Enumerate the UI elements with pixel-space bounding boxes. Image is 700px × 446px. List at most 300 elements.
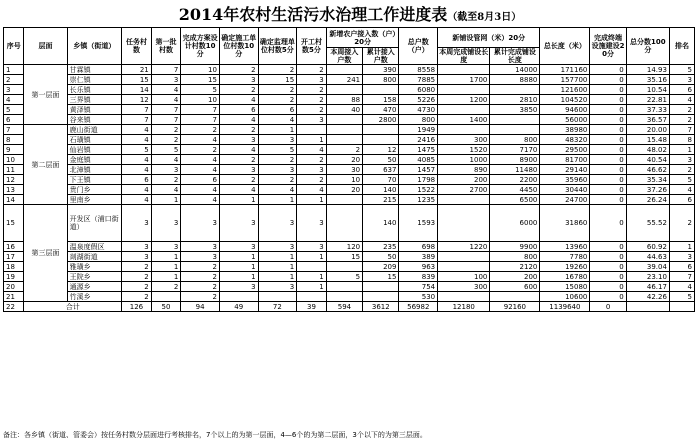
total-score — [626, 302, 669, 312]
header-unit: 确定施工单位村数10分 — [219, 28, 258, 65]
cell-town: 雅璜乡 — [67, 262, 122, 272]
cell-started: 1 — [297, 195, 327, 205]
cell-task: 4 — [122, 155, 152, 165]
cell-np-cum: 6000 — [490, 205, 540, 242]
table-row — [4, 252, 695, 262]
cell-nh-cum: 50 — [363, 155, 399, 165]
cell-batch1: 2 — [151, 175, 181, 185]
cell-score: 36.57 — [626, 115, 669, 125]
cell-design: 2 — [181, 145, 220, 155]
cell-np-cum — [490, 85, 540, 95]
cell-started: 2 — [297, 155, 327, 165]
report-title — [0, 5, 700, 28]
cell-score: 10.54 — [626, 85, 669, 95]
cell-np-week — [438, 205, 490, 242]
cell-np-week: 1520 — [438, 145, 490, 155]
cell-seq: 13 — [4, 185, 24, 195]
cell-np-cum: 7170 — [490, 145, 540, 155]
cell-task: 4 — [122, 165, 152, 175]
cell-batch1: 2 — [151, 125, 181, 135]
cell-facilities: 0 — [590, 95, 626, 105]
cell-facilities: 0 — [590, 252, 626, 262]
cell-nh-week: 2 — [326, 145, 362, 155]
cell-started: 1 — [297, 252, 327, 262]
cell-batch1: 4 — [151, 155, 181, 165]
cell-town: 开发区（浦口街道） — [67, 205, 122, 242]
cell-design: 2 — [181, 292, 220, 302]
cell-started: 3 — [297, 115, 327, 125]
cell-seq: 15 — [4, 205, 24, 242]
cell-seq: 11 — [4, 165, 24, 175]
cell-town: 通源乡 — [67, 282, 122, 292]
cell-total-households: 754 — [399, 282, 438, 292]
cell-design: 4 — [181, 135, 220, 145]
cell-task: 2 — [122, 272, 152, 282]
cell-rank: 6 — [669, 262, 694, 272]
cell-nh-week — [326, 65, 362, 75]
cell-score: 35.16 — [626, 75, 669, 85]
cell-nh-week — [326, 115, 362, 125]
cell-rank: 4 — [669, 95, 694, 105]
cell-task: 14 — [122, 85, 152, 95]
cell-unit: 3 — [219, 242, 258, 252]
cell-total-length: 104520 — [540, 95, 590, 105]
table-row — [4, 292, 695, 302]
cell-nh-cum — [363, 125, 399, 135]
cell-design: 5 — [181, 85, 220, 95]
cell-seq: 18 — [4, 262, 24, 272]
cell-seq: 5 — [4, 105, 24, 115]
cell-rank: 5 — [669, 65, 694, 75]
cell-batch1: 1 — [151, 272, 181, 282]
cell-facilities: 0 — [590, 155, 626, 165]
cell-np-week — [438, 292, 490, 302]
cell-total-households: 800 — [399, 115, 438, 125]
total-design: 94 — [181, 302, 220, 312]
cell-nh-cum: 235 — [363, 242, 399, 252]
cell-unit: 6 — [219, 105, 258, 115]
cell-total-length: 29500 — [540, 145, 590, 155]
cell-task: 7 — [122, 105, 152, 115]
cell-batch1: 4 — [151, 85, 181, 95]
table-row — [4, 145, 695, 155]
cell-nh-week: 20 — [326, 185, 362, 195]
cell-supervision: 6 — [258, 105, 297, 115]
cell-facilities: 0 — [590, 145, 626, 155]
cell-total-households: 1798 — [399, 175, 438, 185]
cell-town: 王院乡 — [67, 272, 122, 282]
cell-started: 3 — [297, 75, 327, 85]
cell-np-cum: 800 — [490, 135, 540, 145]
cell-np-week — [438, 195, 490, 205]
cell-np-week — [438, 262, 490, 272]
cell-rank: 3 — [669, 75, 694, 85]
cell-started: 2 — [297, 95, 327, 105]
cell-nh-cum: 70 — [363, 175, 399, 185]
cell-nh-cum: 15 — [363, 272, 399, 282]
cell-nh-week: 120 — [326, 242, 362, 252]
cell-facilities: 0 — [590, 75, 626, 85]
cell-supervision: 5 — [258, 145, 297, 155]
cell-np-week — [438, 252, 490, 262]
cell-design: 4 — [181, 165, 220, 175]
cell-rank: 7 — [669, 272, 694, 282]
cell-batch1 — [151, 292, 181, 302]
cell-supervision — [258, 292, 297, 302]
cell-rank: 5 — [669, 175, 694, 185]
cell-town: 谷来镇 — [67, 115, 122, 125]
cell-town: 仙岩镇 — [67, 145, 122, 155]
cell-unit: 2 — [219, 85, 258, 95]
cell-unit: 2 — [219, 155, 258, 165]
cell-score: 46.62 — [626, 165, 669, 175]
cell-total-households: 4085 — [399, 155, 438, 165]
cell-total-households: 6080 — [399, 85, 438, 95]
header-nh-week: 本周接入户数 — [326, 48, 362, 65]
cell-seq: 4 — [4, 95, 24, 105]
cell-nh-week — [326, 262, 362, 272]
cell-total-length: 38980 — [540, 125, 590, 135]
cell-score: 20.00 — [626, 125, 669, 135]
cell-total-length: 30440 — [540, 185, 590, 195]
cell-design: 2 — [181, 125, 220, 135]
cell-total-households: 389 — [399, 252, 438, 262]
cell-facilities: 0 — [590, 195, 626, 205]
cell-facilities: 0 — [590, 205, 626, 242]
cell-started: 3 — [297, 165, 327, 175]
cell-rank: 2 — [669, 205, 694, 242]
cell-facilities: 0 — [590, 115, 626, 125]
cell-facilities: 0 — [590, 175, 626, 185]
cell-started — [297, 292, 327, 302]
cell-started — [297, 125, 327, 135]
header-np-cum: 累计完成铺设长度 — [490, 48, 540, 65]
cell-unit: 3 — [219, 135, 258, 145]
cell-seq: 17 — [4, 252, 24, 262]
cell-total-length: 81700 — [540, 155, 590, 165]
cell-total-length: 24700 — [540, 195, 590, 205]
cell-unit: 3 — [219, 75, 258, 85]
report-title-date: （截至8月3日） — [447, 12, 522, 23]
cell-rank: 8 — [669, 135, 694, 145]
cell-supervision: 2 — [258, 155, 297, 165]
cell-score: 37.33 — [626, 105, 669, 115]
header-new-pipe: 新铺设管网（米）20分 — [438, 28, 540, 48]
cell-task: 12 — [122, 95, 152, 105]
cell-nh-week — [326, 135, 362, 145]
table-body — [4, 65, 695, 302]
cell-rank: 4 — [669, 185, 694, 195]
cell-unit: 3 — [219, 282, 258, 292]
cell-total-length: 10600 — [540, 292, 590, 302]
cell-design: 4 — [181, 185, 220, 195]
cell-total-length: 15080 — [540, 282, 590, 292]
cell-np-cum: 200 — [490, 272, 540, 282]
cell-design: 10 — [181, 65, 220, 75]
total-batch1: 50 — [151, 302, 181, 312]
cell-score: 14.93 — [626, 65, 669, 75]
cell-batch1: 4 — [151, 185, 181, 195]
header-new-households: 新增农户接入数（户）20分 — [326, 28, 399, 48]
header-nh-cum: 累计接入户数 — [363, 48, 399, 65]
cell-task: 3 — [122, 252, 152, 262]
cell-total-households: 839 — [399, 272, 438, 282]
total-task: 126 — [122, 302, 152, 312]
cell-nh-week: 88 — [326, 95, 362, 105]
cell-score: 40.54 — [626, 155, 669, 165]
cell-unit: 2 — [219, 65, 258, 75]
cell-rank: 1 — [669, 242, 694, 252]
cell-unit: 4 — [219, 145, 258, 155]
cell-town: 下王镇 — [67, 175, 122, 185]
cell-task: 15 — [122, 75, 152, 85]
cell-nh-week: 10 — [326, 175, 362, 185]
cell-town: 竹溪乡 — [67, 292, 122, 302]
cell-facilities: 0 — [590, 282, 626, 292]
cell-started: 4 — [297, 185, 327, 195]
cell-town: 石璜镇 — [67, 135, 122, 145]
cell-nh-week: 15 — [326, 252, 362, 262]
cell-total-length: 16780 — [540, 272, 590, 282]
table-row — [4, 185, 695, 195]
total-row — [4, 302, 695, 312]
cell-total-length: 94600 — [540, 105, 590, 115]
cell-total-length: 171160 — [540, 65, 590, 75]
cell-facilities: 0 — [590, 105, 626, 115]
cell-score: 35.34 — [626, 175, 669, 185]
cell-total-households: 4730 — [399, 105, 438, 115]
total-length: 1139640 — [540, 302, 590, 312]
cell-design: 4 — [181, 155, 220, 165]
cell-np-week: 1000 — [438, 155, 490, 165]
cell-task: 4 — [122, 135, 152, 145]
cell-np-cum — [490, 292, 540, 302]
cell-nh-week — [326, 195, 362, 205]
cell-rank: 1 — [669, 145, 694, 155]
cell-supervision: 3 — [258, 205, 297, 242]
cell-town: 崇仁镇 — [67, 75, 122, 85]
cell-np-week — [438, 85, 490, 95]
cell-layer: 第三层面 — [24, 205, 67, 302]
cell-np-cum — [490, 125, 540, 135]
cell-supervision: 4 — [258, 115, 297, 125]
cell-batch1: 3 — [151, 165, 181, 175]
cell-total-households: 963 — [399, 262, 438, 272]
cell-total-households: 1235 — [399, 195, 438, 205]
cell-unit — [219, 292, 258, 302]
cell-score: 55.52 — [626, 205, 669, 242]
cell-rank: 6 — [669, 85, 694, 95]
cell-np-cum: 14000 — [490, 65, 540, 75]
cell-seq: 2 — [4, 75, 24, 85]
cell-np-cum: 800 — [490, 252, 540, 262]
header-town: 乡镇（街道） — [67, 28, 122, 65]
cell-nh-cum: 800 — [363, 75, 399, 85]
cell-facilities: 0 — [590, 242, 626, 252]
cell-batch1: 7 — [151, 105, 181, 115]
cell-np-week: 200 — [438, 175, 490, 185]
cell-seq: 6 — [4, 115, 24, 125]
cell-supervision: 2 — [258, 85, 297, 95]
cell-started: 2 — [297, 105, 327, 115]
cell-layer: 第二层面 — [24, 125, 67, 205]
cell-unit: 4 — [219, 115, 258, 125]
cell-batch1: 3 — [151, 75, 181, 85]
report-title-main: 2014年农村生活污水治理工作进度表 — [178, 5, 448, 24]
header-total-length: 总长度（米） — [540, 28, 590, 65]
cell-design: 4 — [181, 195, 220, 205]
cell-design: 7 — [181, 115, 220, 125]
cell-supervision: 15 — [258, 75, 297, 85]
cell-town: 甘霖镇 — [67, 65, 122, 75]
cell-seq: 19 — [4, 272, 24, 282]
cell-task: 2 — [122, 282, 152, 292]
cell-total-households: 8558 — [399, 65, 438, 75]
cell-total-length: 13960 — [540, 242, 590, 252]
cell-score: 39.04 — [626, 262, 669, 272]
cell-np-cum: 11480 — [490, 165, 540, 175]
cell-total-length: 31860 — [540, 205, 590, 242]
cell-score: 26.24 — [626, 195, 669, 205]
cell-np-cum: 8900 — [490, 155, 540, 165]
cell-task: 21 — [122, 65, 152, 75]
cell-np-week: 300 — [438, 135, 490, 145]
table-row — [4, 75, 695, 85]
cell-supervision: 1 — [258, 195, 297, 205]
header-task: 任务村数 — [122, 28, 152, 65]
cell-town: 金庭镇 — [67, 155, 122, 165]
cell-unit: 2 — [219, 125, 258, 135]
cell-town: 黄泽镇 — [67, 105, 122, 115]
header-facilities: 完成终端设施建设20分 — [590, 28, 626, 65]
cell-seq: 10 — [4, 155, 24, 165]
cell-nh-week — [326, 125, 362, 135]
table-row — [4, 65, 695, 75]
cell-unit: 1 — [219, 252, 258, 262]
cell-total-length: 56000 — [540, 115, 590, 125]
cell-nh-cum: 209 — [363, 262, 399, 272]
total-nh-week: 594 — [326, 302, 362, 312]
cell-nh-cum: 390 — [363, 65, 399, 75]
cell-seq: 1 — [4, 65, 24, 75]
cell-nh-week: 20 — [326, 155, 362, 165]
cell-facilities: 0 — [590, 165, 626, 175]
cell-np-cum — [490, 115, 540, 125]
cell-unit: 1 — [219, 272, 258, 282]
header-rank: 排名 — [669, 28, 694, 65]
cell-facilities: 0 — [590, 185, 626, 195]
cell-unit: 3 — [219, 165, 258, 175]
cell-batch1: 1 — [151, 252, 181, 262]
cell-started: 2 — [297, 175, 327, 185]
cell-np-week — [438, 125, 490, 135]
cell-batch1: 3 — [151, 205, 181, 242]
cell-task: 2 — [122, 262, 152, 272]
cell-total-households: 5226 — [399, 95, 438, 105]
cell-nh-cum — [363, 85, 399, 95]
cell-facilities: 0 — [590, 292, 626, 302]
cell-supervision: 3 — [258, 135, 297, 145]
cell-np-week: 1220 — [438, 242, 490, 252]
header-score: 总分数100分 — [626, 28, 669, 65]
cell-supervision: 3 — [258, 242, 297, 252]
cell-started: 1 — [297, 272, 327, 282]
cell-supervision: 4 — [258, 185, 297, 195]
cell-total-length: 7780 — [540, 252, 590, 262]
cell-town: 三界镇 — [67, 95, 122, 105]
cell-np-cum: 3850 — [490, 105, 540, 115]
table-row — [4, 195, 695, 205]
cell-design: 7 — [181, 105, 220, 115]
cell-town: 长乐镇 — [67, 85, 122, 95]
cell-nh-cum: 158 — [363, 95, 399, 105]
total-seq: 22 — [4, 302, 24, 312]
cell-design: 10 — [181, 95, 220, 105]
cell-facilities: 0 — [590, 135, 626, 145]
cell-total-households: 1949 — [399, 125, 438, 135]
cell-nh-cum: 12 — [363, 145, 399, 155]
cell-nh-cum — [363, 292, 399, 302]
cell-np-cum: 8880 — [490, 75, 540, 85]
cell-design: 3 — [181, 252, 220, 262]
header-seq: 序号 — [4, 28, 24, 65]
cell-supervision: 3 — [258, 165, 297, 175]
total-np-week: 12180 — [438, 302, 490, 312]
cell-total-households: 1593 — [399, 205, 438, 242]
cell-rank: 2 — [669, 115, 694, 125]
cell-seq: 3 — [4, 85, 24, 95]
cell-started: 1 — [297, 282, 327, 292]
cell-design: 3 — [181, 242, 220, 252]
cell-task: 4 — [122, 125, 152, 135]
cell-np-week: 1200 — [438, 95, 490, 105]
cell-nh-cum — [363, 282, 399, 292]
cell-task: 7 — [122, 115, 152, 125]
cell-design: 6 — [181, 175, 220, 185]
cell-facilities: 0 — [590, 125, 626, 135]
cell-total-length: 35960 — [540, 175, 590, 185]
cell-total-households: 7885 — [399, 75, 438, 85]
cell-task: 4 — [122, 185, 152, 195]
cell-design: 2 — [181, 272, 220, 282]
cell-score: 37.26 — [626, 185, 669, 195]
cell-rank: 2 — [669, 105, 694, 115]
cell-task: 6 — [122, 175, 152, 185]
cell-supervision: 2 — [258, 65, 297, 75]
cell-unit: 4 — [219, 185, 258, 195]
cell-batch1: 4 — [151, 95, 181, 105]
cell-started: 2 — [297, 65, 327, 75]
cell-nh-week: 5 — [326, 272, 362, 282]
cell-total-length: 121600 — [540, 85, 590, 95]
cell-town: 剡湖街道 — [67, 252, 122, 262]
cell-total-households: 1522 — [399, 185, 438, 195]
cell-np-cum: 600 — [490, 282, 540, 292]
cell-town: 里南乡 — [67, 195, 122, 205]
total-started: 39 — [297, 302, 327, 312]
cell-np-cum: 4450 — [490, 185, 540, 195]
header-supervision: 确定监理单位村数5分 — [258, 28, 297, 65]
cell-supervision: 1 — [258, 262, 297, 272]
table-row — [4, 165, 695, 175]
cell-seq: 12 — [4, 175, 24, 185]
table-row — [4, 205, 695, 242]
cell-nh-week — [326, 292, 362, 302]
cell-np-cum: 9900 — [490, 242, 540, 252]
cell-started: 3 — [297, 242, 327, 252]
cell-rank: 5 — [669, 292, 694, 302]
cell-design: 15 — [181, 75, 220, 85]
